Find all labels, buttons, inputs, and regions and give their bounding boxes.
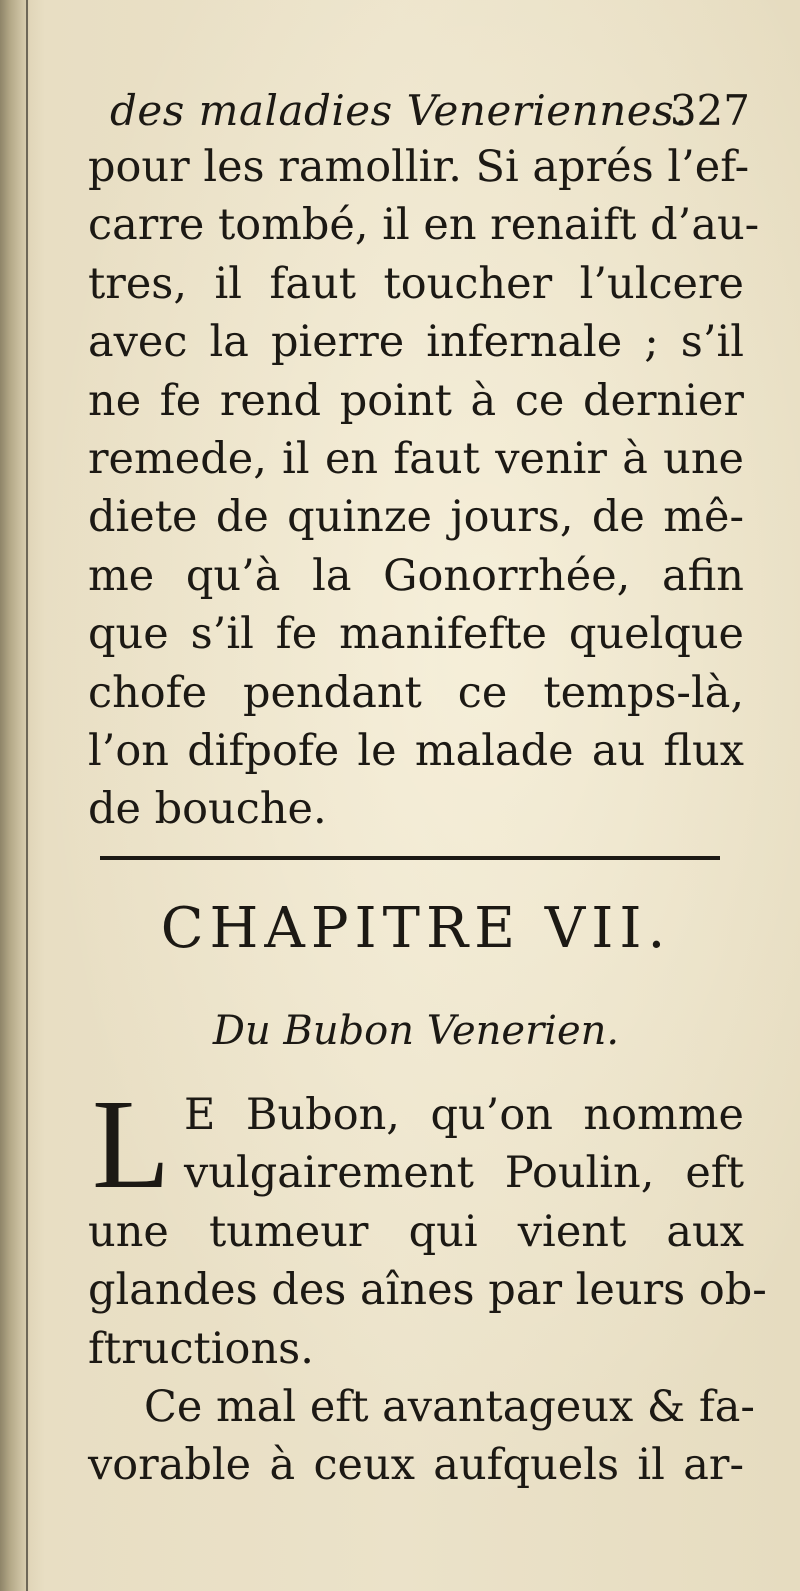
binding-edge <box>26 0 28 1591</box>
text-line: me qu’à la Gonorrhée, afin <box>88 550 744 601</box>
text-line: E Bubon, qu’on nomme <box>184 1090 744 1140</box>
text-line: Ce mal eft avantageux & fa- <box>144 1382 755 1432</box>
text-line: glandes des aînes par leurs ob- <box>88 1265 767 1316</box>
text-line: ne fe rend point à ce dernier <box>88 375 744 426</box>
text-line: tres, il faut toucher l’ulcere <box>88 258 744 309</box>
text-line: que s’il fe manifefte quelque <box>88 609 744 660</box>
text-line: ftructions. <box>88 1323 314 1374</box>
text-line: remede, il en faut venir à une <box>88 433 744 484</box>
text-block-top <box>88 118 760 839</box>
paragraph-1 <box>88 1086 767 1378</box>
text-line: avec la pierre infernale ; s’il <box>88 317 744 368</box>
text-line: diete de quinze jours, de mê- <box>88 492 744 543</box>
text-line: carre tombé, il en renaift d’au- <box>88 200 760 251</box>
text-line: pour les ramollir. Si aprés l’ef- <box>88 142 750 192</box>
text-line: de bouche. <box>88 784 327 835</box>
text-line: vulgairement Poulin, eft <box>184 1148 744 1199</box>
text-line: vorable à ceux aufquels il ar- <box>88 1440 744 1491</box>
paragraph-2 <box>88 1378 755 1495</box>
text-line: chofe pendant ce temps-là, <box>88 667 744 718</box>
drop-cap: L <box>92 1073 171 1215</box>
text-line: une tumeur qui vient aux <box>88 1206 744 1257</box>
text-line: l’on difpofe le malade au flux <box>88 725 744 776</box>
section-rule <box>100 856 720 860</box>
chapter-heading: CHAPITRE VII. <box>160 896 672 961</box>
running-title: des maladies Veneriennes. <box>110 86 689 135</box>
chapter-subheading: Du Bubon Venerien. <box>212 1008 620 1054</box>
page-number: 327 <box>669 86 750 135</box>
